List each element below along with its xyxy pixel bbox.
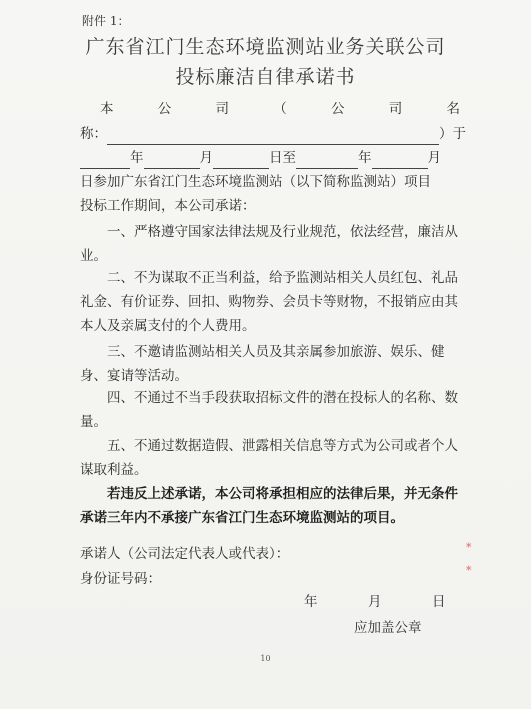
company-name-blank[interactable] — [107, 129, 439, 145]
intro-line-3: 日参加广东省江门生态环境监测站（以下简称监测站）项目 — [80, 174, 431, 190]
attachment-label: 附件 1： — [82, 14, 130, 28]
year-label-2: 年 — [358, 150, 372, 166]
intro-char: 本 — [100, 101, 114, 117]
red-mark: * — [466, 564, 472, 577]
start-day-blank[interactable] — [213, 153, 269, 169]
signer-label: 承诺人（公司法定代表人或代表）： — [80, 546, 290, 562]
sign-year: 年 — [304, 594, 318, 610]
promise-3: 三、不邀请监测站相关人员及其亲属参加旅游、娱乐、健身、宴请等活动。 — [80, 344, 445, 384]
end-month-blank[interactable] — [372, 153, 428, 169]
year-label: 年 — [130, 150, 144, 166]
name-suffix: ）于 — [439, 126, 466, 142]
intro-char: 名 — [446, 101, 460, 117]
date-range-line — [80, 147, 460, 169]
month-label-2: 月 — [427, 150, 441, 166]
promise-2: 二、不为谋取不正当利益，给予监测站相关人员红包、礼品礼金、有价证券、回扣、购物券、会员卡等财物，不报销应由其本人及亲属支付的个人费用。 — [80, 270, 458, 334]
red-mark: * — [466, 541, 472, 554]
id-number-label: 身份证号码： — [80, 571, 161, 587]
sign-month: 月 — [368, 594, 382, 610]
month-label: 月 — [199, 150, 213, 166]
intro-char: （ — [273, 101, 287, 117]
company-name-line — [80, 123, 466, 145]
intro-company-line — [80, 98, 460, 120]
title-line-2: 投标廉洁自律承诺书 — [175, 66, 356, 88]
start-month-blank[interactable] — [144, 153, 200, 169]
name-prefix: 称： — [80, 126, 107, 142]
intro-char: 司 — [388, 101, 403, 117]
start-year-blank[interactable] — [80, 153, 130, 169]
promise-1: 一、严格遵守国家法律法规及行业规范，依法经营，廉洁从业。 — [80, 224, 458, 264]
end-year-blank[interactable] — [296, 153, 358, 169]
page-number: 10 — [260, 654, 271, 663]
intro-char: 司 — [215, 101, 229, 117]
intro-char: 公 — [157, 101, 172, 117]
intro-line-4: 投标工作期间，本公司承诺： — [80, 198, 256, 214]
seal-note: 应加盖公章 — [354, 620, 422, 636]
intro-char: 公 — [331, 101, 345, 117]
sign-day: 日 — [432, 594, 446, 610]
bold-statement: 若违反上述承诺，本公司将承担相应的法律后果，并无条件承诺三年内不承接广东省江门生态环境监测站的项目。 — [80, 486, 458, 526]
promise-4: 四、不通过不当手段获取招标文件的潜在投标人的名称、数量。 — [80, 390, 458, 430]
day-to-label: 日至 — [269, 150, 296, 166]
title-line-1: 广东省江门生态环境监测站业务关联公司 — [85, 36, 446, 58]
promise-5: 五、不通过数据造假、泄露相关信息等方式为公司或者个人谋取利益。 — [80, 438, 458, 478]
